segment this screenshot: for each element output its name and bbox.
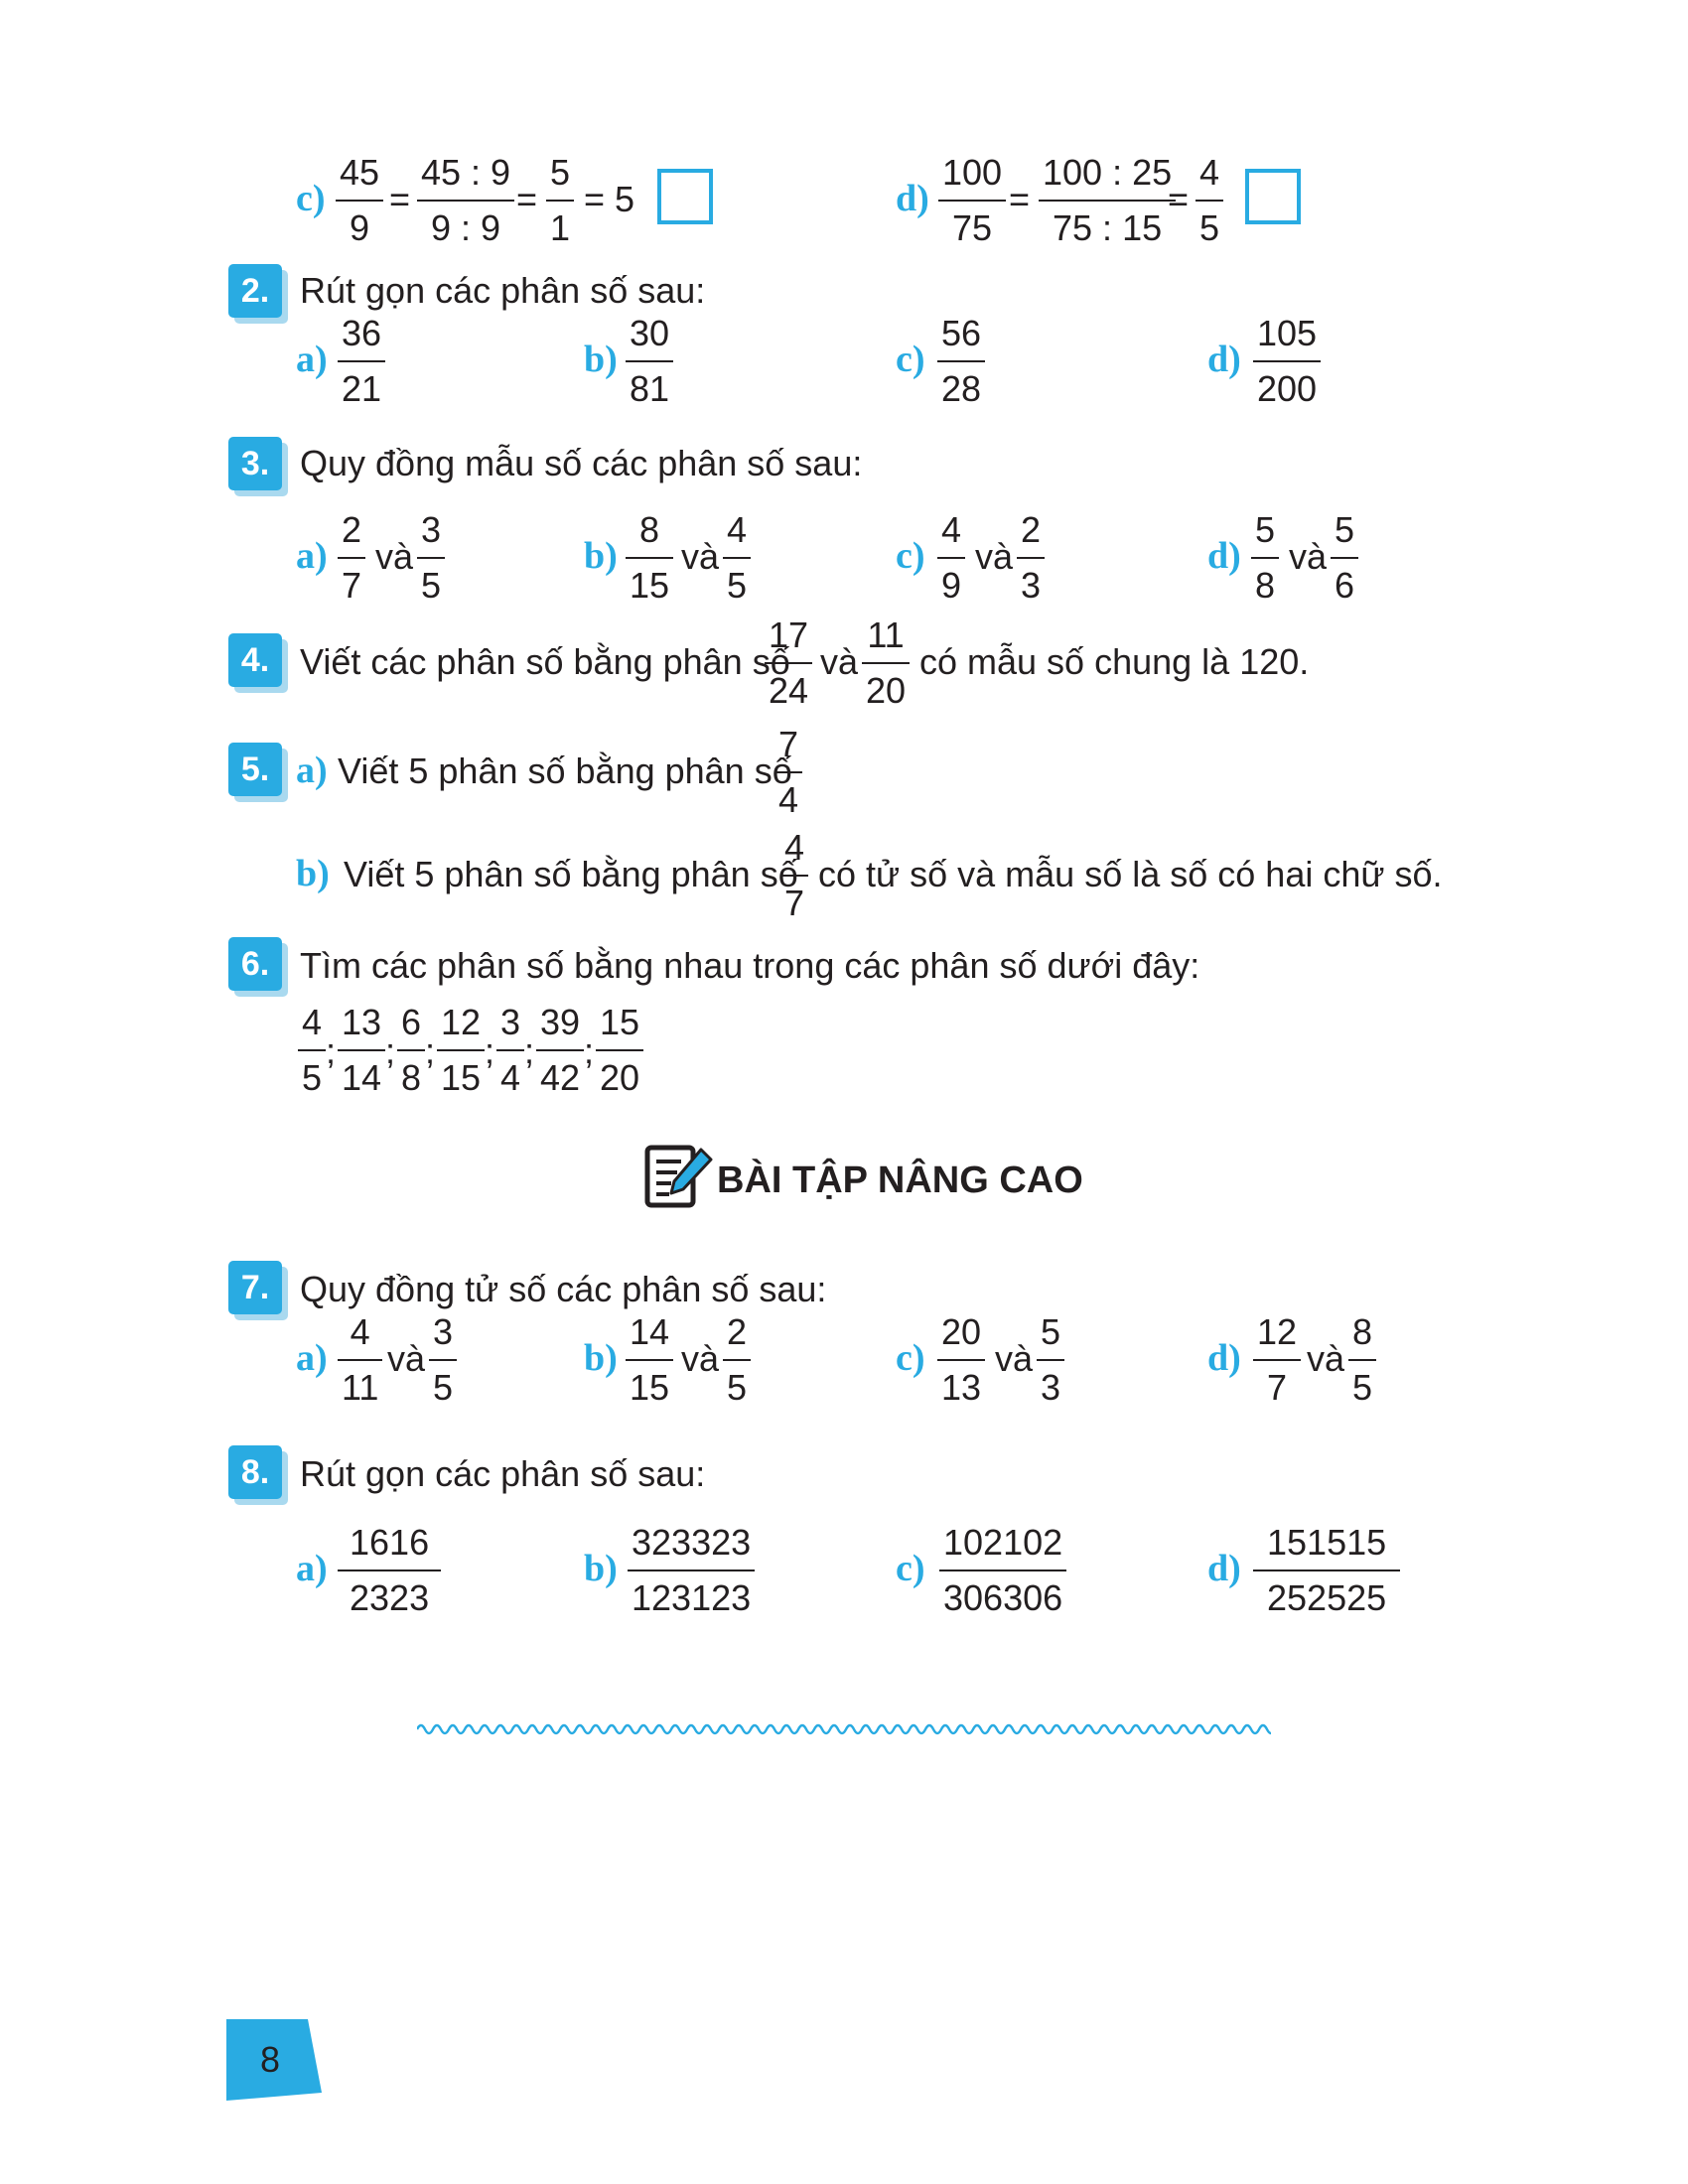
section-heading: BÀI TẬP NÂNG CAO (717, 1160, 1083, 1201)
q7c-fraction-1: $\frac{20}{13}$ (937, 1314, 985, 1406)
question-number-3: 3. (228, 437, 282, 490)
q4-prompt: Viết các phân số bằng phân số (300, 641, 790, 682)
q1d-fraction-2: $\frac{100 : 25}{75 : 15}$ (1039, 155, 1176, 246)
q6-separator: ; (584, 1030, 595, 1071)
q3b-fraction-1: $\frac{8}{15}$ (626, 512, 673, 604)
q2c-label: c) (896, 339, 925, 380)
q3d-and: và (1289, 536, 1328, 577)
q7a-label: a) (296, 1337, 328, 1379)
page-number: 8 (260, 2039, 281, 2080)
q1c-result: = 5 (584, 179, 635, 219)
q3b-and: và (681, 536, 720, 577)
q7d-fraction-2: $\frac{8}{5}$ (1348, 1314, 1376, 1406)
q7a-fraction-2: $\frac{3}{5}$ (429, 1314, 457, 1406)
q6-fraction: $\frac{15}{20}$ (596, 1005, 643, 1096)
q1c-fraction-2: $\frac{45 : 9}{9 : 9}$ (417, 155, 514, 246)
q6-fraction: $\frac{13}{14}$ (338, 1005, 385, 1096)
q3-prompt: Quy đồng mẫu số các phân số sau: (300, 443, 863, 483)
q1c-answer-box[interactable] (657, 169, 713, 224)
q1c-fraction-1: $\frac{45}{9}$ (336, 155, 383, 246)
q5a-fraction: $\frac{7}{4}$ (774, 727, 802, 818)
q5b-label: b) (296, 853, 330, 894)
q6-fraction: $\frac{12}{15}$ (437, 1005, 485, 1096)
q5a-label: a) (296, 750, 328, 791)
q2c-fraction: $\frac{56}{28}$ (937, 316, 985, 407)
q8a-label: a) (296, 1548, 328, 1589)
q4-prompt-end: có mẫu số chung là 120. (919, 641, 1310, 682)
q3d-fraction-1: $\frac{5}{8}$ (1251, 512, 1279, 604)
q7b-fraction-1: $\frac{14}{15}$ (626, 1314, 673, 1406)
q6-fraction: $\frac{39}{42}$ (536, 1005, 584, 1096)
q5b-prompt-end: có tử số và mẫu số là số có hai chữ số. (818, 854, 1443, 894)
q6-separator: ; (425, 1030, 436, 1071)
q4-fraction-2: $\frac{11}{20}$ (862, 617, 910, 709)
q2b-fraction: $\frac{30}{81}$ (626, 316, 673, 407)
q2a-label: a) (296, 339, 328, 380)
q7b-and: và (681, 1338, 720, 1379)
q3a-fraction-1: $\frac{2}{7}$ (338, 512, 365, 604)
q7d-and: và (1307, 1338, 1345, 1379)
page-number-tab (226, 2019, 322, 2101)
q1c-label: c) (296, 178, 326, 219)
q4-fraction-1: $\frac{17}{24}$ (765, 617, 812, 709)
q3d-fraction-2: $\frac{5}{6}$ (1331, 512, 1358, 604)
q3c-fraction-2: $\frac{2}{3}$ (1017, 512, 1045, 604)
q3b-fraction-2: $\frac{4}{5}$ (723, 512, 751, 604)
q7-prompt: Quy đồng tử số các phân số sau: (300, 1269, 827, 1309)
q8c-fraction: $\frac{102102}{306306}$ (939, 1525, 1066, 1616)
q3a-fraction-2: $\frac{3}{5}$ (417, 512, 445, 604)
q8d-fraction: $\frac{151515}{252525}$ (1253, 1525, 1400, 1616)
question-number-5: 5. (228, 743, 282, 796)
question-number-2: 2. (228, 264, 282, 318)
q2-prompt: Rút gọn các phân số sau: (300, 270, 706, 311)
q2d-fraction: $\frac{105}{200}$ (1253, 316, 1321, 407)
q3b-label: b) (584, 535, 618, 577)
q4-and: và (820, 641, 859, 682)
q1d-equals: = (1009, 179, 1031, 219)
q8d-label: d) (1207, 1548, 1241, 1589)
q7b-fraction-2: $\frac{2}{5}$ (723, 1314, 751, 1406)
q7d-label: d) (1207, 1337, 1241, 1379)
q5b-prompt: Viết 5 phân số bằng phân số (344, 854, 798, 894)
q7c-label: c) (896, 1337, 925, 1379)
q5b-fraction: $\frac{4}{7}$ (780, 830, 808, 921)
q8b-label: b) (584, 1548, 618, 1589)
q6-fraction: $\frac{3}{4}$ (496, 1005, 524, 1096)
q1c-fraction-3: $\frac{5}{1}$ (546, 155, 574, 246)
q6-prompt: Tìm các phân số bằng nhau trong các phân số dưới đây: (300, 945, 1200, 986)
q7a-and: và (387, 1338, 426, 1379)
q7c-and: và (995, 1338, 1034, 1379)
question-number-6: 6. (228, 937, 282, 991)
q1c-equals: = (389, 179, 411, 219)
q6-fraction-list (298, 1002, 715, 1104)
q2d-label: d) (1207, 339, 1241, 380)
question-number-8: 8. (228, 1445, 282, 1499)
q3a-and: và (375, 536, 414, 577)
q8c-label: c) (896, 1548, 925, 1589)
question-number-7: 7. (228, 1261, 282, 1314)
wavy-divider (417, 1717, 1271, 1741)
q8a-fraction: $\frac{1616}{2323}$ (338, 1525, 441, 1616)
q8-prompt: Rút gọn các phân số sau: (300, 1453, 706, 1494)
q1c-equals-2: = (516, 179, 538, 219)
q7d-fraction-1: $\frac{12}{7}$ (1253, 1314, 1301, 1406)
q1d-equals-2: = (1168, 179, 1190, 219)
q3a-label: a) (296, 535, 328, 577)
q6-separator: ; (326, 1030, 337, 1071)
q6-separator: ; (524, 1030, 535, 1071)
q6-fraction: $\frac{6}{8}$ (397, 1005, 425, 1096)
q1d-fraction-1: $\frac{100}{75}$ (938, 155, 1006, 246)
q1d-fraction-3: $\frac{4}{5}$ (1196, 155, 1223, 246)
q3d-label: d) (1207, 535, 1241, 577)
q7c-fraction-2: $\frac{5}{3}$ (1037, 1314, 1064, 1406)
question-number-4: 4. (228, 633, 282, 687)
q1d-label: d) (896, 178, 929, 219)
q3c-and: và (975, 536, 1014, 577)
q7a-fraction-1: $\frac{4}{11}$ (338, 1314, 382, 1406)
q3c-fraction-1: $\frac{4}{9}$ (937, 512, 965, 604)
q6-separator: ; (485, 1030, 495, 1071)
q6-fraction: $\frac{4}{5}$ (298, 1005, 326, 1096)
notebook-pencil-icon (643, 1142, 717, 1213)
q2a-fraction: $\frac{36}{21}$ (338, 316, 385, 407)
q7b-label: b) (584, 1337, 618, 1379)
q1d-answer-box[interactable] (1245, 169, 1301, 224)
q2b-label: b) (584, 339, 618, 380)
q6-separator: ; (385, 1030, 396, 1071)
q5a-prompt: Viết 5 phân số bằng phân số (338, 751, 792, 791)
q3c-label: c) (896, 535, 925, 577)
q8b-fraction: $\frac{323323}{123123}$ (628, 1525, 755, 1616)
